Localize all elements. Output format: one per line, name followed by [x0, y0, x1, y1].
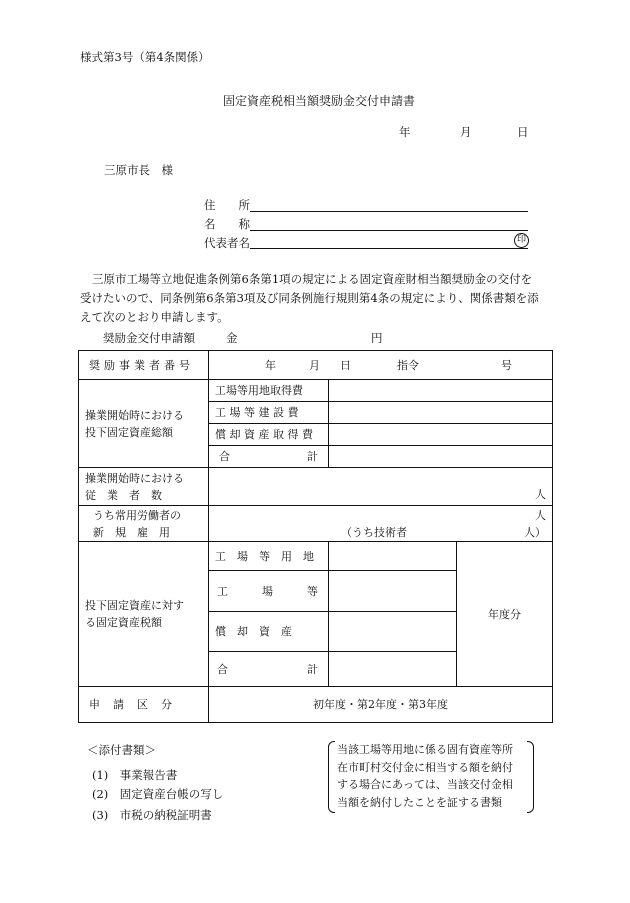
depreciable-cost-field[interactable]: [329, 424, 553, 446]
row-new-hire: [79, 506, 553, 542]
tax-total-label: [209, 652, 329, 687]
technician-label: （うち技術者: [341, 525, 407, 539]
body-line-2: 受けたいので、同条例第6条第3項及び同条例施行規則第4条の規定により、関係書類を添: [80, 291, 539, 305]
employees-label: [79, 468, 209, 506]
asset-total-label-1: 操業開始時における: [85, 408, 184, 422]
note-line-3: する場合にあっては、当該交付金相: [337, 778, 513, 791]
tax-amount-label-1: 投下固定資産に対す: [85, 599, 184, 612]
employees-label-1: 操業開始時における: [85, 471, 184, 485]
application-table: [78, 350, 553, 723]
business-number-cell[interactable]: [209, 351, 553, 380]
new-hire-label: [79, 506, 209, 542]
asset-total-label: [79, 380, 209, 468]
land-cost-field[interactable]: [329, 380, 553, 402]
tax-depreciable-label: 償 却 資 産: [209, 612, 329, 652]
tax-building-b: 場: [262, 584, 273, 598]
bn-order: 指令: [397, 358, 419, 372]
tax-total-b: 計: [307, 662, 318, 676]
tax-total-field[interactable]: [329, 652, 457, 687]
tax-land-label: 工 場 等 用 地: [209, 542, 329, 571]
tax-building-c: 等: [307, 584, 318, 598]
row-business-number: [79, 351, 553, 380]
note-line-1: 当該工場等用地に係る固有資産等所: [337, 743, 513, 756]
bn-year: 年: [265, 358, 276, 372]
building-cost-field[interactable]: [329, 402, 553, 424]
category-label: [79, 687, 209, 723]
row-category: [79, 687, 553, 723]
attachment-item-3: (3) 市税の納税証明書: [92, 808, 212, 822]
attachment-note: [328, 741, 534, 811]
tax-building-text: [215, 583, 322, 600]
asset-total-sum-a: 合: [219, 450, 230, 463]
name-field[interactable]: [250, 218, 528, 231]
new-hire-unit: 人: [535, 508, 547, 522]
date-year: 年: [399, 125, 411, 139]
tax-building-field[interactable]: [329, 571, 457, 612]
depreciable-cost-label: 償 却 資 産 取 得 費: [209, 424, 329, 446]
employees-field[interactable]: [209, 468, 553, 506]
new-hire-label-1: うち常用労働者の: [93, 508, 181, 522]
category-value: 初年度・第2年度・第3年度: [313, 698, 448, 711]
row-employees: [79, 468, 553, 506]
new-hire-field[interactable]: [209, 506, 553, 542]
tax-land-field[interactable]: [329, 542, 457, 571]
fiscal-year-cell[interactable]: [457, 542, 553, 687]
asset-total-sum-text: [215, 448, 322, 465]
attachment-item-1: (1) 事業報告書: [92, 768, 178, 782]
seal-mark: 印: [514, 233, 529, 248]
tax-total-a: 合: [217, 662, 228, 676]
business-number-content: [215, 357, 546, 374]
new-hire-label-2: 新 規 雇 用: [93, 525, 170, 539]
amount-prefix: 金: [226, 331, 238, 345]
note-bracket-left: [328, 741, 335, 813]
technician-line: [215, 524, 546, 541]
address-label: 住 所: [204, 198, 250, 212]
name-label: 名 称: [204, 217, 250, 231]
addressee: 三原市長 様: [104, 163, 173, 177]
bn-month: 月: [309, 358, 320, 372]
amount-label: 奨励金交付申請額: [103, 331, 195, 345]
representative-label: 代表者名: [204, 236, 250, 250]
form-number: 様式第3号（第4条関係）: [80, 50, 210, 64]
employees-unit: 人: [535, 488, 547, 501]
tax-amount-label: [79, 542, 209, 687]
attachments-heading: ＜添付書類＞: [87, 743, 156, 757]
land-cost-label: 工場等用地取得費: [209, 380, 329, 402]
tax-depreciable-field[interactable]: [329, 612, 457, 652]
body-line-1: 三原市工場等立地促進条例第6条第1項の規定による固定資産財相当額奨励金の交付を: [92, 272, 533, 286]
category-label-text: 申 請 区 分: [89, 698, 173, 711]
address-field[interactable]: [250, 199, 528, 212]
employees-label-2: 従 業 者 数: [85, 488, 162, 502]
attachment-item-2: (2) 固定資産台帳の写し: [92, 787, 224, 801]
tax-building-a: 工: [217, 584, 228, 598]
amount-unit: 円: [371, 331, 383, 345]
date-day: 日: [517, 125, 529, 139]
business-number-label: [79, 351, 209, 380]
row-tax-land: [79, 542, 553, 571]
asset-total-label-2: 投下固定資産総額: [85, 425, 173, 439]
tax-amount-label-2: る固定資産税額: [85, 616, 162, 629]
asset-total-sum-b: 計: [307, 450, 318, 463]
tax-building-label: [209, 571, 329, 612]
asset-total-sum-field[interactable]: [329, 446, 553, 468]
business-number-label-text: 奨励事業者番号: [89, 358, 194, 372]
tax-total-text: [215, 661, 322, 678]
row-land-cost: [79, 380, 553, 402]
body-line-3: えて次のとおり申請します。: [80, 310, 229, 324]
asset-total-sum-label: [209, 446, 329, 468]
bn-day: 日: [340, 358, 351, 372]
category-field[interactable]: [209, 687, 553, 723]
bn-number: 号: [501, 358, 512, 372]
note-line-2: 在市町村交付金に相当する額を納付: [337, 760, 513, 774]
note-line-4: 当額を納付したことを証する書類: [337, 795, 502, 809]
fiscal-year-label: 年度分: [488, 607, 521, 621]
technician-unit: 人）: [524, 525, 547, 539]
building-cost-label: 工 場 等 建 設 費: [209, 402, 329, 424]
representative-field[interactable]: [250, 236, 528, 249]
note-text: [337, 741, 529, 811]
page-title: 固定資産税相当額奨励金交付申請書: [223, 94, 416, 108]
date-month: 月: [460, 125, 472, 139]
